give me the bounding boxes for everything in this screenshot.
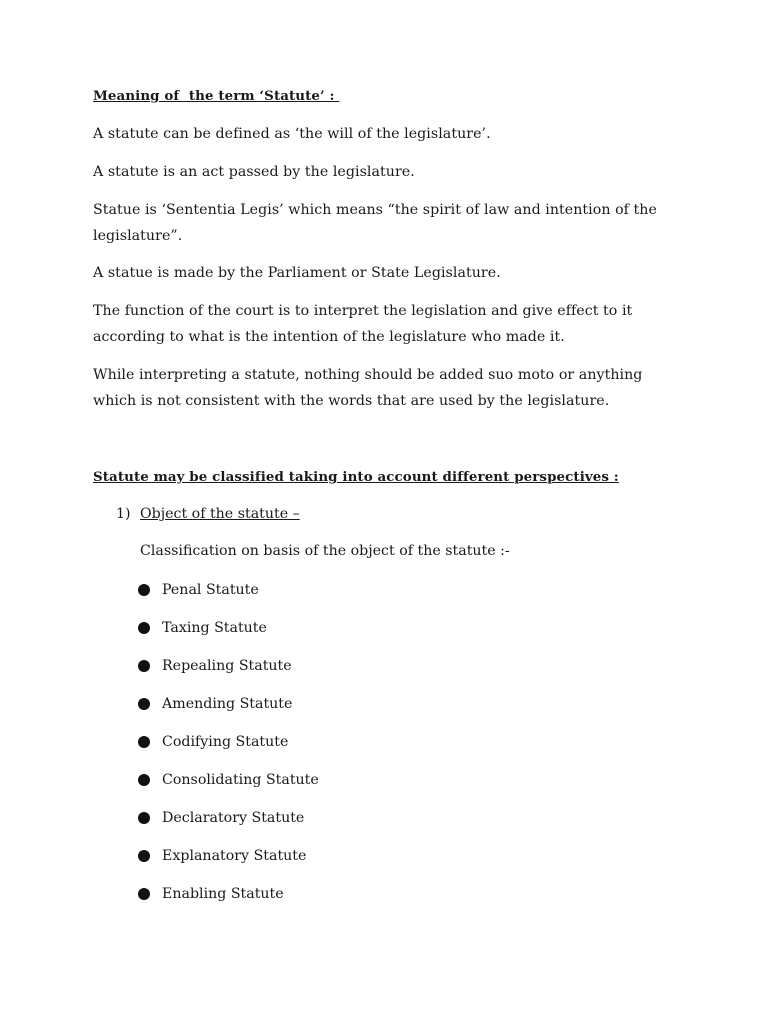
- paragraph-court-function: The function of the court is to interpret the legislation and give effect to it according to what is the intention of the legislature who made it.: [93, 303, 633, 345]
- paragraph-interpreting: While interpreting a statute, nothing should be added suo moto or anything which is not consistent with the words that are used by the legislature.: [93, 367, 643, 409]
- list-item: [136, 806, 319, 844]
- list-item-label: Consolidating Statute: [162, 772, 319, 788]
- list-item-label: Enabling Statute: [162, 886, 284, 902]
- bullet-icon: [138, 850, 150, 862]
- statute-type-list: [136, 578, 319, 920]
- list-item: [136, 844, 319, 882]
- list-item: [136, 692, 319, 730]
- list-item-label: Explanatory Statute: [162, 848, 307, 864]
- heading-meaning-of-statute: Meaning of the term ‘Statute’ :: [93, 88, 340, 104]
- paragraph-made-by-parliament: A statue is made by the Parliament or State Legislature.: [93, 265, 501, 281]
- list-item-label: Codifying Statute: [162, 734, 289, 750]
- list-item: [136, 616, 319, 654]
- list-item: [136, 578, 319, 616]
- bullet-icon: [138, 584, 150, 596]
- bullet-icon: [138, 736, 150, 748]
- list-item-label: Penal Statute: [162, 582, 259, 598]
- paragraph-definition: A statute can be defined as ‘the will of the legislature’.: [93, 126, 491, 142]
- bullet-icon: [138, 660, 150, 672]
- heading-classification: Statute may be classified taking into account different perspectives :: [93, 469, 619, 485]
- bullet-icon: [138, 888, 150, 900]
- bullet-icon: [138, 774, 150, 786]
- bullet-icon: [138, 622, 150, 634]
- paragraph-act-passed: A statute is an act passed by the legislature.: [93, 164, 415, 180]
- list-item-label: Taxing Statute: [162, 620, 267, 636]
- paragraph-sententia-legis: Statue is ‘Sententia Legis’ which means “the spirit of law and intention of the legislature”.: [93, 202, 657, 244]
- list-item: [136, 882, 319, 920]
- classification-intro: Classification on basis of the object of the statute :-: [140, 543, 510, 559]
- list-item-label: Declaratory Statute: [162, 810, 305, 826]
- list-number: 1): [116, 506, 131, 522]
- list-item: [136, 768, 319, 806]
- bullet-icon: [138, 812, 150, 824]
- bullet-icon: [138, 698, 150, 710]
- list-item-label: Amending Statute: [162, 696, 293, 712]
- list-item: [136, 654, 319, 692]
- list-item: [136, 730, 319, 768]
- section-title-object-of-statute: Object of the statute –: [140, 506, 300, 522]
- list-item-label: Repealing Statute: [162, 658, 292, 674]
